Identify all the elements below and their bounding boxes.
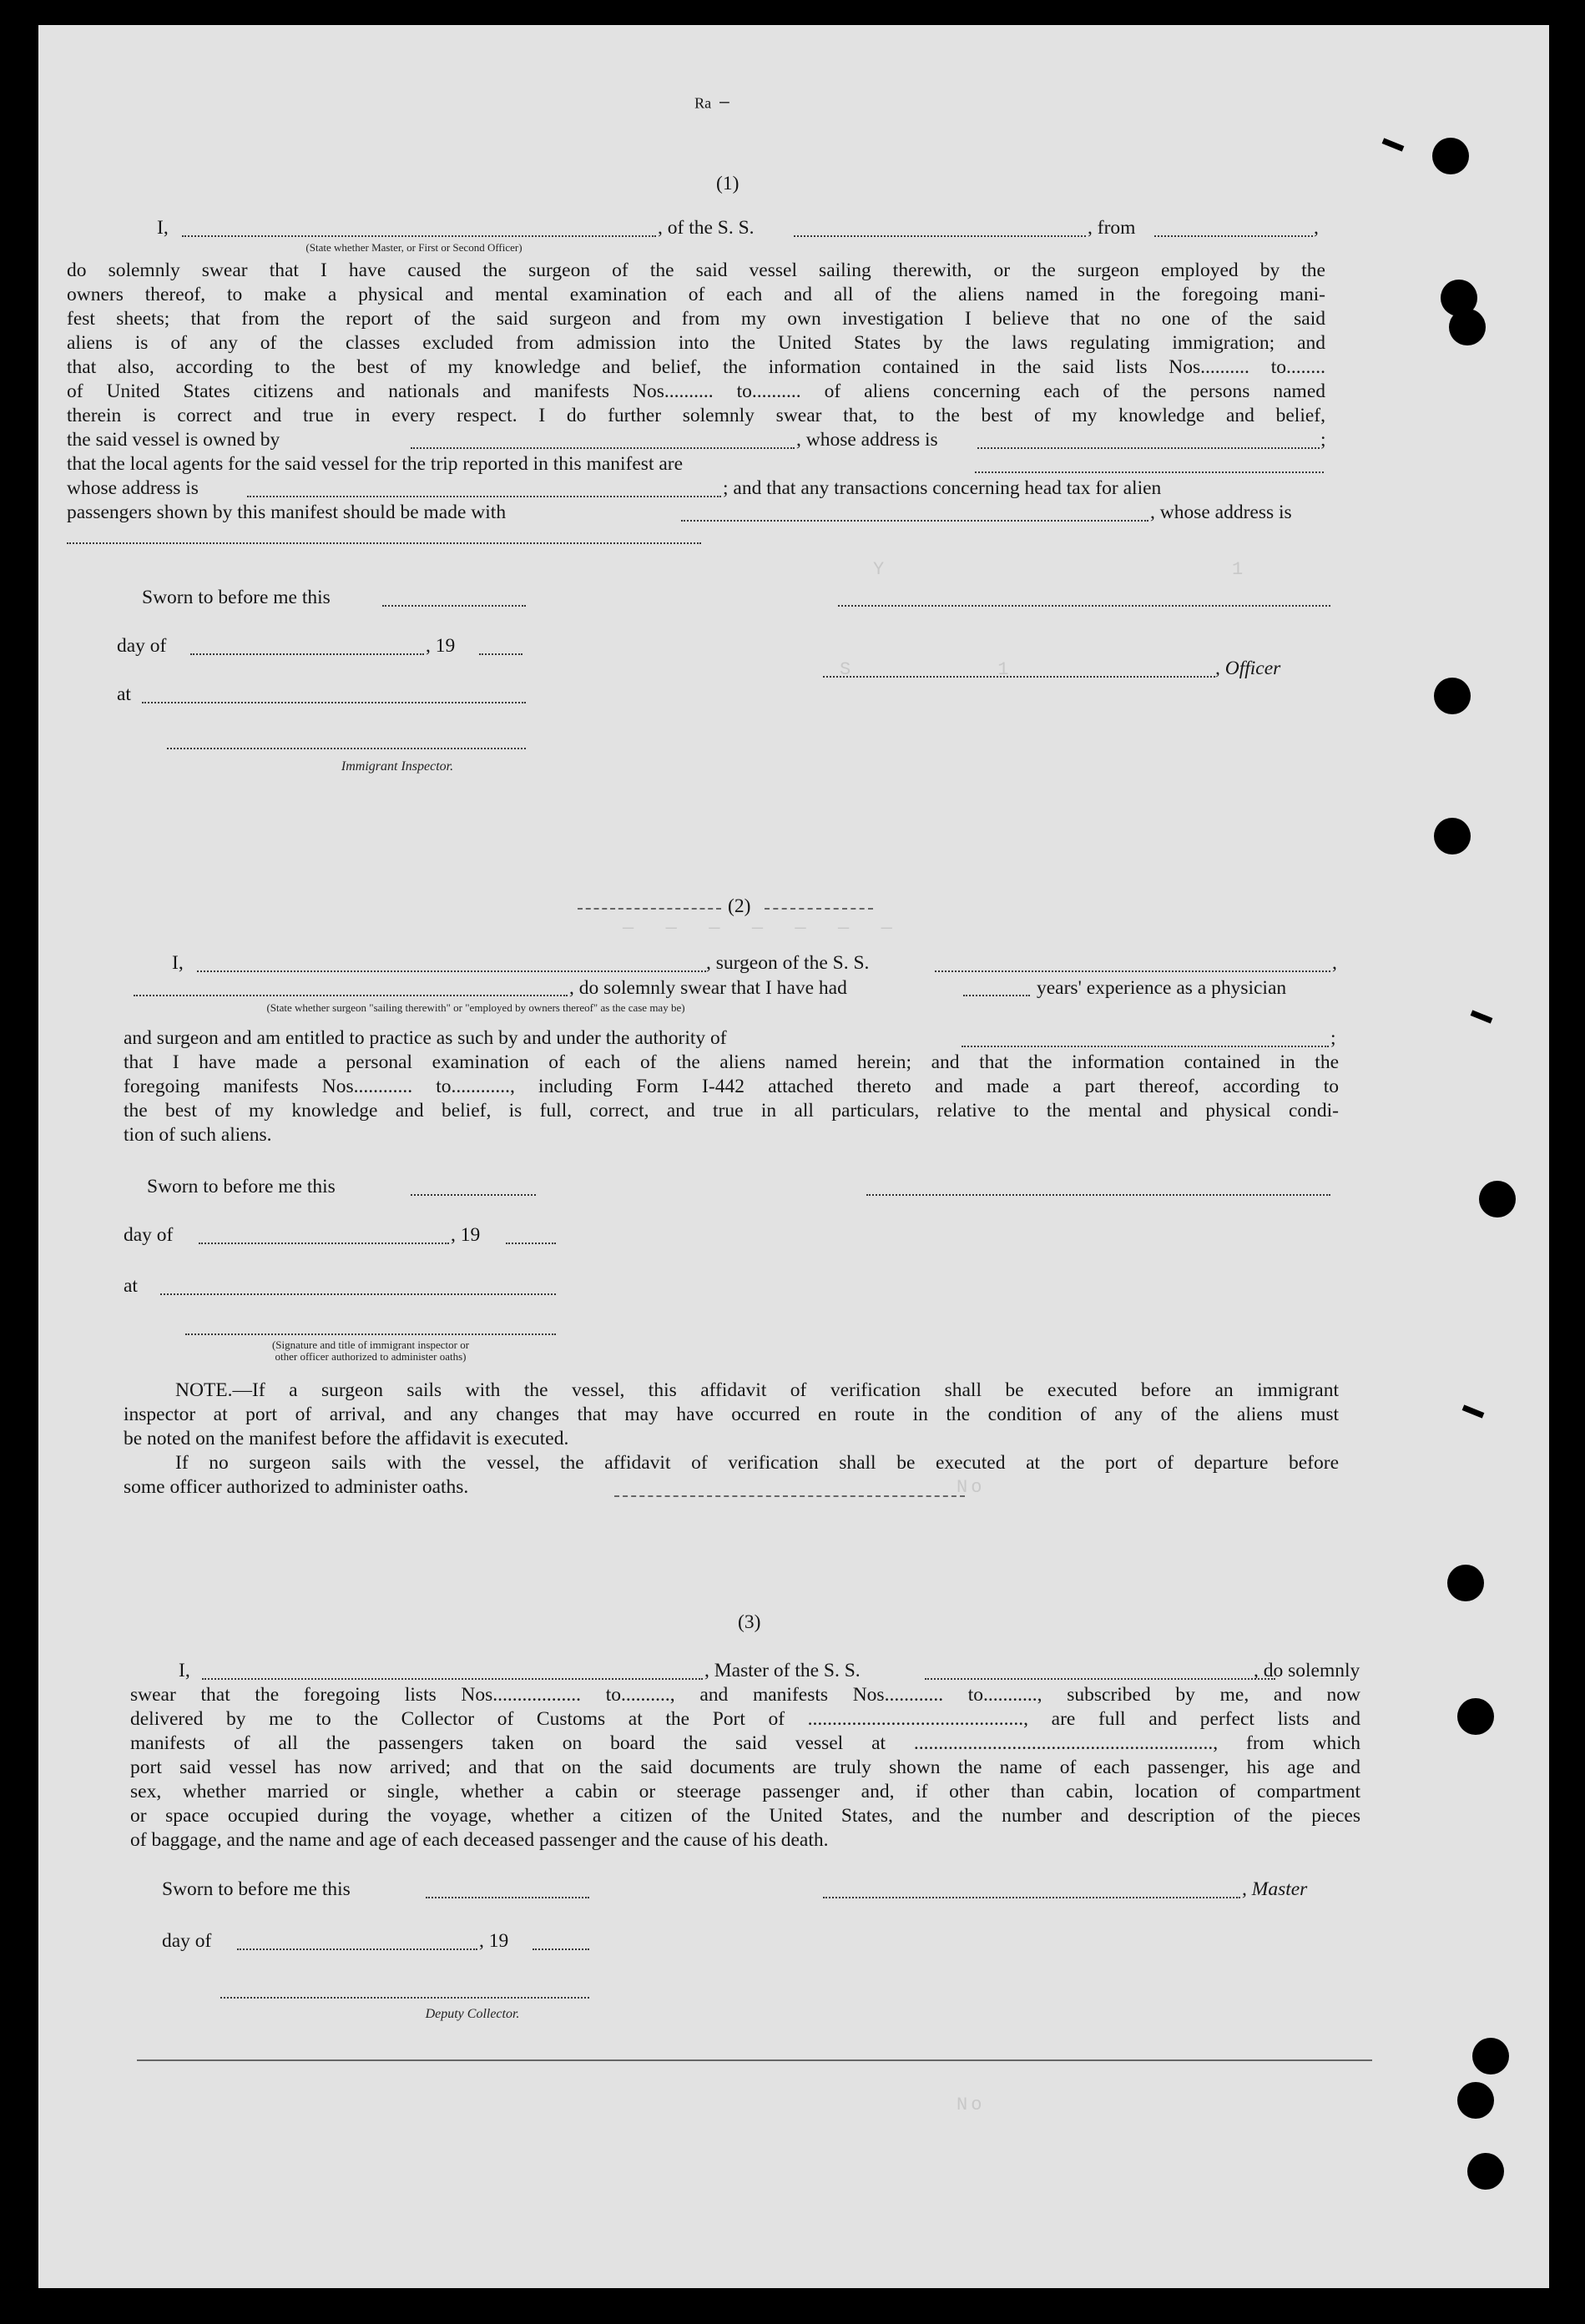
punch-hole (1432, 138, 1469, 174)
at-field-1[interactable] (142, 702, 526, 703)
body-line: therein is correct and true in every respect. I do further solemnly swear that, to the best of my knowledge and belief, (67, 405, 1325, 426)
year-label-1: , 19 (426, 635, 456, 657)
section-2-number: (2) (728, 895, 751, 917)
owned-by-label: the said vessel is owned by (67, 429, 280, 451)
body-line: foregoing manifests Nos............ to............, including Form I-442 attached thereto and made a part thereof, according to (124, 1076, 1339, 1097)
master-ss-label: , Master of the S. S. (704, 1660, 861, 1681)
authority-end: ; (1330, 1027, 1336, 1049)
body-line: fest sheets; that from the report of the said surgeon and from my own investigation I believe that no one of the said (67, 308, 1325, 330)
section-2-dash (578, 908, 721, 910)
surgeon-signature-line[interactable] (866, 1194, 1330, 1196)
inspector-signature-line-2[interactable] (185, 1333, 556, 1335)
agents-address-label: whose address is (67, 477, 199, 499)
master-signature-field[interactable] (823, 1897, 1240, 1898)
owner-address-label: , whose address is (796, 429, 938, 451)
inspector-caption: Immigrant Inspector. (341, 759, 454, 774)
master-vessel-field[interactable] (925, 1678, 1275, 1680)
surgeon-caption: (State whether surgeon "sailing therewith" or "employed by owners thereof" as the case may be) (266, 1001, 685, 1014)
section-1-ss-label: , of the S. S. (658, 217, 755, 239)
inspector-caption-2a: (Signature and title of immigrant inspector or (271, 1338, 470, 1351)
punch-hole (1479, 1181, 1516, 1217)
bleed-through-text: No (957, 1477, 986, 1498)
owner-address-field[interactable] (977, 447, 1320, 449)
officer-signature-field[interactable] (823, 676, 1215, 678)
head-tax-address-label: , whose address is (1150, 502, 1292, 523)
section-1-comma: , (1314, 217, 1319, 239)
surgeon-ss-label: , surgeon of the S. S. (706, 952, 870, 974)
section-2-dash (765, 908, 873, 910)
bottom-rule (137, 2059, 1372, 2061)
surgeon-vessel-field[interactable] (935, 970, 1330, 972)
manifest-page (38, 25, 1549, 2288)
officer-label: , Officer (1215, 658, 1281, 679)
inspector-signature-line[interactable] (167, 748, 526, 749)
master-label: , Master (1242, 1878, 1308, 1900)
sworn-label-1: Sworn to before me this (142, 587, 331, 608)
head-tax-text: ; and that any transactions concerning head tax for alien (723, 477, 1162, 499)
day-of-label-3: day of (162, 1930, 212, 1952)
body-line: that I have made a personal examination of each of the aliens named herein; and that the information contained in the (124, 1051, 1339, 1073)
head-tax-agent-field[interactable] (681, 520, 1148, 522)
header-scribble: ᴿᵃ ⁻ (694, 93, 731, 121)
body-line: sex, whether married or single, whether a cabin or steerage passenger and, if other than cabin, location of compartment (130, 1781, 1360, 1802)
inspector-caption-2b: other officer authorized to administer oaths) (275, 1350, 467, 1363)
section-1-line-1: I, (157, 217, 169, 239)
year-label-3: , 19 (479, 1930, 509, 1952)
from-port-field[interactable] (1154, 235, 1313, 237)
body-line: port said vessel has now arrived; and that on the said documents are truly shown the name of each passenger, his age and (130, 1757, 1360, 1778)
section-2-line-1: I, (172, 952, 184, 974)
note-dash (614, 1495, 965, 1497)
master-name-field[interactable] (202, 1678, 703, 1680)
day-of-field-3[interactable] (237, 1948, 477, 1950)
head-tax-label: passengers shown by this manifest should be made with (67, 502, 507, 523)
body-line: owners thereof, to make a physical and mental examination of each and all of the aliens named in the foregoing mani- (67, 284, 1325, 305)
year-field-3[interactable] (533, 1948, 589, 1950)
punch-hole (1449, 309, 1486, 345)
bleed-through-text: — — — — — — — (623, 918, 896, 939)
punch-mark (1471, 1010, 1493, 1023)
section-3-number: (3) (738, 1611, 761, 1633)
collector-signature-line[interactable] (220, 1997, 589, 1999)
surgeon-ss-end: , (1332, 952, 1337, 974)
body-line: aliens is of any of the classes excluded from admission into the United States by the laws regulating immigration; and (67, 332, 1325, 354)
owner-address-end: ; (1320, 429, 1326, 451)
punch-hole (1457, 1698, 1494, 1735)
note-line: be noted on the manifest before the affidavit is executed. (124, 1428, 569, 1449)
sworn-label-3: Sworn to before me this (162, 1878, 351, 1900)
years-experience-label: years' experience as a physician (1037, 977, 1287, 999)
agents-field[interactable] (975, 471, 1324, 473)
authority-label: and surgeon and am entitled to practice as such by and under the authority of (124, 1027, 727, 1049)
section-1-number: (1) (716, 173, 739, 194)
year-field-2[interactable] (506, 1243, 556, 1244)
head-tax-address-field[interactable] (67, 542, 701, 544)
agents-address-field[interactable] (247, 496, 721, 497)
at-field-2[interactable] (160, 1293, 556, 1295)
bleed-through-text: S 1 (840, 659, 1012, 680)
at-label-2: at (124, 1275, 138, 1297)
body-line: manifests of all the passengers taken on board the said vessel at ............................................................., from which (130, 1732, 1360, 1754)
note-line: some officer authorized to administer oaths. (124, 1476, 469, 1498)
section-2-last-line: tion of such aliens. (124, 1124, 272, 1146)
at-label-1: at (117, 683, 131, 705)
surgeon-name-field[interactable] (197, 970, 706, 972)
body-line: delivered by me to the Collector of Customs at the Port of ............................................, are full and perfect lists and (130, 1708, 1360, 1730)
sworn-date-field-2[interactable] (411, 1194, 536, 1196)
collector-caption: Deputy Collector. (425, 2007, 520, 2021)
punch-hole (1434, 818, 1471, 854)
sworn-date-field-3[interactable] (426, 1897, 589, 1898)
note-line: inspector at port of arrival, and any changes that may have occurred en route in the condition of any of the aliens must (124, 1404, 1339, 1425)
punch-hole (1472, 2038, 1509, 2074)
note-line: If no surgeon sails with the vessel, the affidavit of verification shall be executed at the port of departure before (175, 1452, 1339, 1474)
master-solemnly: , do solemnly (1254, 1660, 1360, 1681)
agents-label: that the local agents for the said vessel for the trip reported in this manifest are (67, 453, 684, 475)
body-line: or space occupied during the voyage, whether a citizen of the United States, and the number and description of the pieces (130, 1805, 1360, 1827)
body-line: of United States citizens and nationals and manifests Nos.......... to.......... of aliens concerning each of the persons named (67, 381, 1325, 402)
sworn-label-2: Sworn to before me this (147, 1176, 336, 1197)
bleed-through-text: No (957, 2095, 986, 2115)
punch-hole (1467, 2153, 1504, 2190)
body-line: that also, according to the best of my knowledge and belief, the information contained in the said lists Nos.......... to........ (67, 356, 1325, 378)
authority-field[interactable] (962, 1046, 1329, 1047)
bleed-through-text: Y 1 (873, 559, 1247, 580)
section-1-from-label: , from (1088, 217, 1136, 239)
punch-hole (1457, 2082, 1494, 2119)
body-line: the best of my knowledge and belief, is full, correct, and true in all particulars, relative to the mental and physical condi- (124, 1100, 1339, 1122)
body-line: swear that the foregoing lists Nos.................. to.........., and manifests Nos............ to..........., subscribed by me, and now (130, 1684, 1360, 1706)
surgeon-type-field[interactable] (134, 995, 568, 996)
owner-field[interactable] (411, 447, 795, 449)
section-3-last-line: of baggage, and the name and age of each deceased passenger and the cause of his death. (130, 1829, 829, 1851)
officer-caption: (State whether Master, or First or Second Officer) (305, 241, 522, 254)
year-field-1[interactable] (479, 653, 522, 655)
day-of-field-1[interactable] (190, 653, 424, 655)
body-line: do solemnly swear that I have caused the surgeon of the said vessel sailing therewith, or the surgeon employed by the (67, 260, 1325, 281)
swear-experience-text: , do solemnly swear that I have had (569, 977, 847, 999)
officer-signature-line-1[interactable] (838, 605, 1330, 607)
officer-name-field[interactable] (182, 235, 656, 237)
day-of-label-1: day of (117, 635, 167, 657)
section-3-line-1: I, (179, 1660, 190, 1681)
sworn-date-field-1[interactable] (382, 605, 526, 607)
punch-mark (1462, 1404, 1485, 1418)
punch-hole (1447, 1565, 1484, 1601)
day-of-field-2[interactable] (199, 1243, 449, 1244)
note-line: NOTE.—If a surgeon sails with the vessel, this affidavit of verification shall be executed before an immigrant (175, 1379, 1339, 1401)
day-of-label-2: day of (124, 1224, 174, 1246)
years-experience-field[interactable] (963, 995, 1030, 996)
punch-mark (1382, 138, 1405, 151)
punch-hole (1434, 678, 1471, 714)
vessel-name-field[interactable] (794, 235, 1086, 237)
year-label-2: , 19 (451, 1224, 481, 1246)
